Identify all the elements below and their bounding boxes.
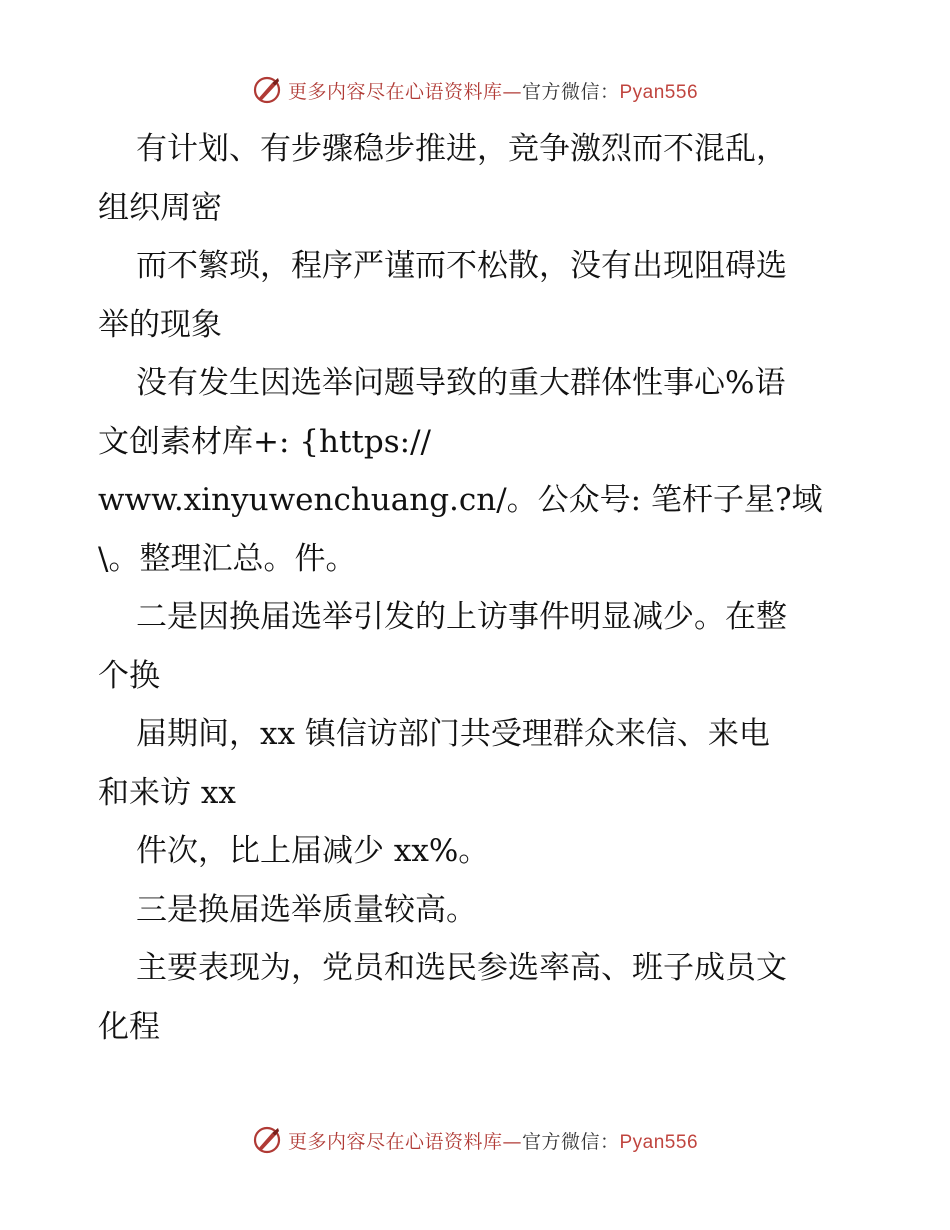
watermark-text — [288, 1127, 698, 1154]
body-line: 件次，比上届减少 xx%。 — [136, 833, 490, 869]
body-line: 组织周密 — [98, 189, 222, 226]
document-body — [98, 120, 868, 1056]
body-line: 三是换届选举质量较高。 — [136, 891, 477, 928]
body-line: 没有发生因选举问题导致的重大群体性事心%语 — [136, 365, 786, 401]
body-line: www.xinyuwenchuang.cn/。公众号: 笔杆子星?域 — [98, 482, 823, 518]
watermark-text — [288, 77, 698, 104]
body-line: \。整理汇总。件。 — [98, 540, 357, 577]
header-watermark — [0, 70, 950, 110]
body-line: 而不繁琐，程序严谨而不松散，没有出现阻碍选 — [136, 248, 787, 284]
body-line: 化程 — [98, 1008, 160, 1045]
body-line: 主要表现为，党员和选民参选率高、班子成员文 — [136, 950, 787, 986]
body-line: 有计划、有步骤稳步推进，竞争激烈而不混乱， — [136, 131, 787, 167]
body-line: 文创素材库+: {https:// — [98, 423, 431, 460]
body-line: 二是因换届选举引发的上访事件明显减少。在整 — [136, 599, 787, 635]
body-line: 举的现象 — [98, 306, 222, 343]
quill-logo-icon — [252, 1125, 282, 1155]
watermark-handle: Pyan556 — [619, 81, 699, 103]
body-line: 个换 — [98, 657, 160, 694]
watermark-wechat-label: 官方微信： — [521, 80, 620, 103]
quill-logo-icon — [252, 75, 282, 105]
watermark-main: 更多内容尽在心语资料库 — [287, 80, 503, 103]
watermark-separator: — — [502, 80, 522, 103]
body-line: 届期间，xx 镇信访部门共受理群众来信、来电 — [136, 716, 770, 752]
watermark-wechat-label: 官方微信： — [521, 1130, 620, 1153]
footer-watermark — [0, 1120, 950, 1160]
watermark-handle: Pyan556 — [619, 1131, 699, 1153]
watermark-separator: — — [502, 1130, 522, 1153]
watermark-main: 更多内容尽在心语资料库 — [287, 1130, 503, 1153]
body-line: 和来访 xx — [98, 774, 236, 811]
